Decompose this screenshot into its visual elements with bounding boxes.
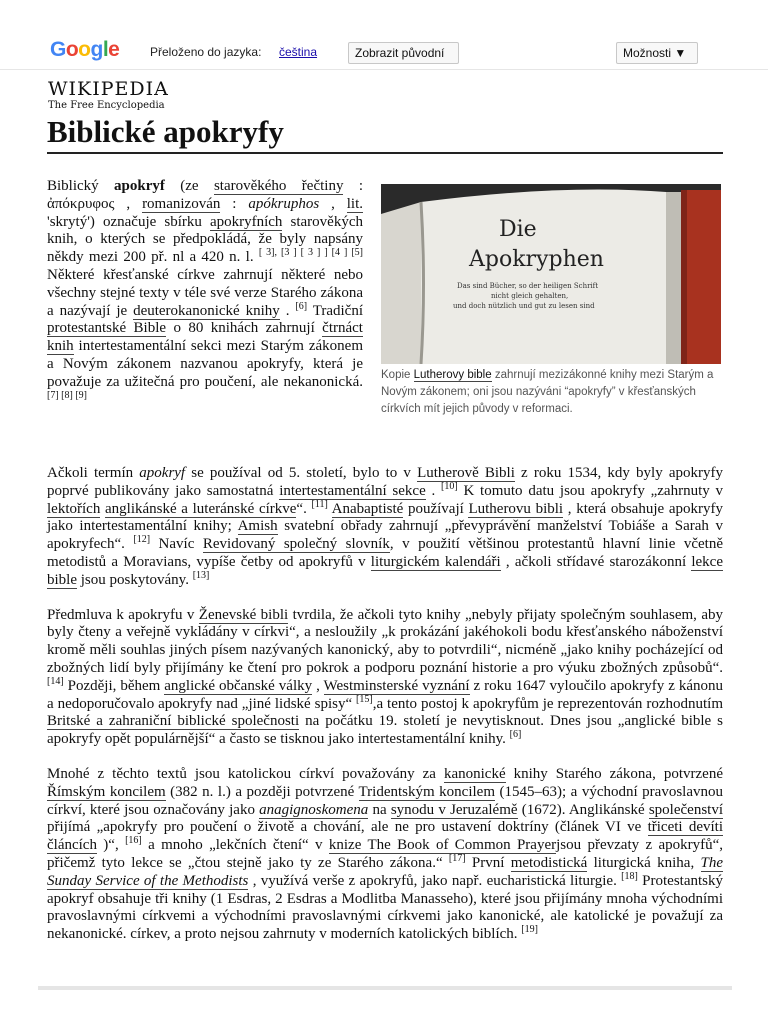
paragraph-text: Tradiční: [307, 302, 364, 319]
paragraph-text: na počátku 19. století je nevytisknout. Dnes jsou „anglické bible s apokryfy opět populárnější“ a často se tisknou jako intertestamentální knihy.: [47, 713, 723, 748]
title-divider: [47, 152, 723, 154]
caption-link[interactable]: Lutherovy bible: [413, 369, 492, 381]
paragraph-text: o 80 knihách zahrnují: [166, 320, 323, 337]
paragraph-text: ,: [312, 677, 324, 694]
article-link[interactable]: synodu v Jeruzalémě: [390, 801, 518, 818]
paragraph-text: První: [465, 854, 511, 871]
paragraph-text: Předmluva k apokryfu v: [47, 606, 199, 623]
caption-prefix: Kopie: [381, 369, 411, 381]
article-link[interactable]: lit.: [346, 195, 364, 212]
paragraph-text: Později, během: [63, 677, 165, 694]
google-logo-letter: G: [50, 38, 66, 61]
article-link[interactable]: Amish: [237, 518, 278, 535]
open-bible-image: [381, 184, 721, 364]
translate-bar: [0, 0, 768, 70]
paragraph-text: knihy Starého zákona, potvrzené: [505, 765, 723, 782]
page-title: Biblické apokryfy: [47, 114, 284, 149]
paragraph-text: jsou převzaty z apokryfů“, přičemž tyto lekce se „čtou stejně jako ty ze Starého zákona.“: [47, 837, 724, 871]
google-logo-letter: o: [65, 38, 79, 61]
article-link[interactable]: metodistická: [510, 854, 588, 871]
options-button[interactable]: Možnosti ▼: [616, 42, 698, 64]
photo-title-line2: Apokryphen: [469, 247, 604, 272]
paragraph-text: (1545–63); a východní pravoslavnou církví, které jsou označovány jako: [47, 783, 723, 818]
article-link[interactable]: apokryfních: [209, 213, 283, 230]
paragraph-text: liturgická kniha,: [587, 854, 701, 871]
photo-subtitle-line3: und doch nützlich und gut zu lesen sind: [453, 302, 595, 310]
article-link[interactable]: Anabaptisté: [331, 500, 404, 517]
bold-term: apokryf: [114, 178, 165, 194]
citation-ref[interactable]: [6]: [509, 729, 522, 741]
paragraph-3: [47, 607, 723, 749]
article-link[interactable]: lekce bible: [47, 553, 723, 588]
article-content: [47, 178, 723, 961]
paragraph-text: ,: [319, 195, 347, 212]
paragraph-text: se používal od 5. století, bylo to v: [185, 465, 418, 481]
paragraph-text: , využívá verše z apokryfů, jako např. eucharistická liturgie.: [248, 872, 622, 889]
show-original-button[interactable]: Zobrazit původní: [348, 42, 459, 64]
citation-ref[interactable]: [19]: [521, 924, 538, 936]
paragraph-text: z roku 1647 vyloučilo apokryfy z kánonu a nedoporučovalo apokryfy nad „jiné lidské spisy“: [47, 677, 724, 712]
article-link[interactable]: liturgickém kalendáři: [370, 553, 501, 570]
article-link[interactable]: Římským koncilem: [47, 783, 166, 800]
paragraph-text: svatební obřady zahrnují „převyprávění manželství Tobiáše a Sarah v apokryfech“.: [47, 518, 724, 553]
paragraph-text: .: [279, 302, 296, 319]
paragraph-text: Biblický: [47, 178, 115, 194]
paragraph-text: a mnoho „lekčních čtení“ v: [141, 837, 329, 854]
article-link[interactable]: anglické občanské války: [164, 677, 313, 694]
paragraph-4: [47, 766, 723, 944]
paragraph-text: : ἀπόκρυφος ,: [47, 178, 363, 212]
google-logo-letter: o: [78, 38, 91, 61]
google-logo[interactable]: [50, 38, 119, 62]
citation-ref[interactable]: [18]: [621, 870, 638, 882]
citation-ref[interactable]: [14]: [47, 675, 64, 687]
language-link[interactable]: čeština: [279, 45, 318, 59]
citation-ref[interactable]: [11]: [311, 498, 328, 510]
paragraph-text: na: [368, 801, 391, 818]
italic-term: apókruphos: [248, 195, 320, 212]
article-link[interactable]: Ženevské bibli: [198, 606, 289, 623]
paragraph-text: (ze: [164, 178, 214, 194]
article-link[interactable]: třiceti devíti článcích: [47, 819, 724, 854]
article-link[interactable]: anagignoskomena: [259, 801, 369, 818]
citation-ref[interactable]: [15]: [356, 693, 373, 705]
paragraph-text: přijímá „apokryfy pro poučení o životě a chování, ale ne pro ustavení doktríny (článek VI ve: [47, 819, 648, 836]
paragraph-text: “.: [296, 500, 312, 517]
paragraph-text: (382 n. l.) a později potvrzené: [165, 783, 359, 800]
google-logo-letter: l: [102, 38, 109, 61]
italic-term: apokryf: [139, 465, 186, 481]
paragraph-text: starověkých knih, o kterých se předpokládá, že byly napsány někdy mezi 200 př. nl a 420 n. l.: [47, 213, 363, 266]
figure-caption: [381, 367, 723, 418]
paragraph-text: )“,: [96, 837, 126, 854]
article-link[interactable]: starověkého řečtiny: [213, 178, 344, 194]
paragraph-text: Některé křesťanské církve zahrnují některé nebo všechny stejné texty v téle své verze Starého zákona a nazývají je: [47, 266, 363, 319]
article-link[interactable]: Lutherově Bibli: [417, 465, 515, 481]
article-link[interactable]: knize The Book of Common Prayer: [328, 837, 557, 854]
paragraph-text: ,a tento postoj k apokryfům je reprezentován rozhodnutím: [372, 695, 723, 712]
google-logo-letter: e: [108, 38, 120, 61]
article-link[interactable]: intertestamentální sekce: [279, 482, 426, 499]
photo-subtitle-line1: Das sind Bücher, so der heiligen Schrift: [457, 282, 599, 290]
article-link[interactable]: Tridentským koncilem: [358, 783, 495, 800]
wikipedia-tagline: The Free Encyclopedia: [48, 100, 165, 111]
paragraph-text: K tomuto datu jsou apokryfy „zahrnuty v: [457, 482, 723, 499]
article-figure: [381, 184, 723, 418]
citation-ref[interactable]: [12]: [133, 534, 151, 546]
paragraph-text: Navíc: [150, 536, 203, 553]
citation-ref[interactable]: [16]: [125, 835, 142, 847]
article-link[interactable]: The Sunday Service of the Methodists: [47, 854, 723, 889]
wikipedia-logo[interactable]: WIKIPEDIA: [48, 78, 169, 100]
bible-photo[interactable]: [381, 184, 721, 364]
citation-ref[interactable]: [7] [8] [9]: [47, 389, 87, 401]
paragraph-text: používají: [403, 500, 469, 517]
paragraph-text: jsou poskytovány.: [77, 571, 193, 588]
citation-ref[interactable]: [13]: [192, 569, 210, 581]
paragraph-text: , v použití většinou protestantů hlavní linie včetně metodistů a Moravians, vypíše četby od apokryfů v: [47, 536, 724, 570]
article-link[interactable]: romanizován: [142, 195, 221, 212]
article-link[interactable]: deuterokanonické knihy: [133, 302, 280, 319]
paragraph-2: [47, 465, 723, 590]
article-page: [38, 70, 732, 988]
translated-label: Přeloženo do jazyka:: [150, 45, 262, 59]
paragraph-text: , ačkoli střídavé starozákonní: [500, 553, 692, 570]
article-link[interactable]: lektořích: [47, 500, 101, 517]
paragraph-text: z roku 1534, kdy byly apokryfy poprvé publikovány jako samostatná: [47, 465, 723, 499]
citation-ref[interactable]: [17]: [448, 852, 466, 864]
article-link[interactable]: Revidovaný společný slovník: [202, 536, 390, 553]
citation-ref[interactable]: [6]: [295, 300, 308, 312]
article-link[interactable]: Lutherovu bibli: [468, 500, 564, 517]
article-link[interactable]: anglikánské a luteránské církve: [105, 500, 297, 517]
paragraph-text: , která obsahuje apokryfy jako intertestamentální knihy;: [47, 500, 723, 535]
article-link[interactable]: čtrnáct knih: [47, 320, 363, 355]
paragraph-text: tvrdila, že ačkoli tyto knihy „nebyly přijaty společným souhlasem, aby byly čteny a veřejně vykládány v církvi“, a nesloužily „k prokázání jakéhokoli bodu křesťanského náboženství kromě měli souhlas jiných písem nazývaných kanonický, aby to potvrdili“, nicméně „jako knihy pocházející od zbožných lidí byly přijímány ke čtení pro pokrok a podporu poznání historie a pro výuku zbožných způsobů“.: [47, 606, 723, 676]
photo-title-line1: Die: [499, 217, 537, 242]
paragraph-text: :: [220, 195, 249, 212]
paragraph-text: .: [425, 482, 442, 499]
article-link[interactable]: kanonické: [443, 765, 506, 782]
article-link[interactable]: společenství: [648, 801, 723, 818]
page-bottom-edge: [38, 986, 732, 990]
paragraph-text: Ačkoli termín: [47, 465, 140, 481]
citation-ref[interactable]: [10]: [441, 480, 458, 492]
citation-ref[interactable]: [ 3], [3 ] [ 3 ] ] [4 ] [5]: [258, 247, 363, 259]
paragraph-text: intertestamentální sekci mezi Starým zákonem a Novým zákonem nazvanou apokryfy, která je považuje za užitečná pro poučení, ale nekanonická.: [47, 338, 363, 390]
article-link[interactable]: protestantské Bible: [47, 320, 167, 337]
google-logo-letter: g: [90, 38, 103, 61]
paragraph-text: Mnohé z těchto textů jsou katolickou církví považovány za: [47, 765, 444, 782]
paragraph-text: (1672). Anglikánské: [517, 801, 649, 818]
paragraph-text: Protestantský apokryf obsahuje tři knihy (1 Esdras, 2 Esdras a Modlitba Manasseho), které jsou přijímány mnoha východními pravoslavnými církvemi a východními pravoslavnými církvemi jako kanonické, ale katolické je považují za nekanonické. církev, a proto nejsou zahrnuty v moderních katolických biblích.: [47, 872, 723, 943]
photo-subtitle-line2: nicht gleich gehalten,: [491, 292, 569, 300]
caption-text: zahrnují mezizákonné knihy mezi Starým a Novým zákonem; oni jsou nazýváni “apokryfy” v křesťanských církvích mít jejich původy v reformaci.: [381, 369, 714, 415]
article-link[interactable]: Westminsterské vyznání: [323, 677, 470, 694]
paragraph-text: 'skrytý') označuje sbírku: [47, 213, 210, 230]
article-link[interactable]: Britské a zahraniční biblické společnosti: [47, 713, 300, 730]
